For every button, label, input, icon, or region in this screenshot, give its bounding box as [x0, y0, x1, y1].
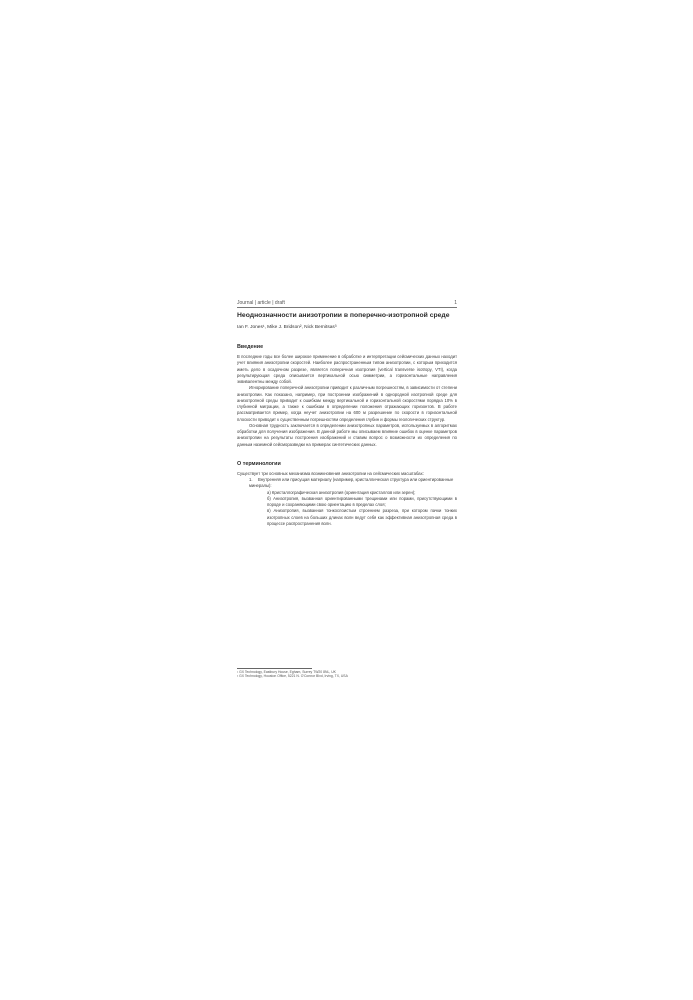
page-number: 1	[454, 300, 457, 306]
terminology-paragraph: Существует три основных механизма возникновения анизотропии на сейсмических масштабах:	[237, 470, 424, 476]
footnote-divider	[237, 668, 312, 669]
intro-paragraph-1: В последние годы все более широкое применение в обработке и интерпретации сейсмических данных находит учет влияния анизотропии скоростей. Наиболее распространенным типом анизотропии, с которым приходится иметь дело в осадочном разрезе, является поперечная изотропия (vertical transverse isotropy, VTI), когда результирующая среда описывается вертикальной осью симметрии, а горизонтальные направления эквивалентны между собой.	[237, 354, 457, 384]
footnotes	[237, 668, 457, 679]
paper-page	[237, 300, 457, 690]
list-subitem: б) Анизотропия, вызванная ориентированными трещинами или порами, присутствующими в породе и сохраняющими свою ориентацию в пределах слоя;	[267, 495, 457, 507]
author-list: Ian F. Jones¹, Mike J. Bridson², Nick Bernitsas³	[237, 325, 337, 330]
intro-heading: Введение	[237, 344, 264, 350]
list-subitem: а) Кристаллографическая анизотропия (ориентация кристаллов или зерен);	[267, 489, 416, 495]
mechanism-list	[249, 477, 457, 527]
list-subitem: в) Анизотропия, вызванная тонкослоистым строением разреза, при котором пачки тонких изотропных слоев на больших длинах волн ведут себя как эффективная анизотропная среда в процессе распространения волн.	[267, 508, 457, 526]
footnote-2: ² GX Technology, Houston Office, 5221 N. O'Connor Blvd, Irving, TX, USA	[237, 674, 348, 679]
running-header	[237, 300, 457, 308]
terminology-heading: О терминологии	[237, 460, 281, 467]
intro-paragraph-2: Игнорирование поперечной анизотропии приводит к различным погрешностям, в зависимости от степени анизотропии. Как показано, например, при построении изображений в однородной изотропной среде для анизотропной среды приводит к ошибкам между вертикальной и горизонтальной скоростями порядка 10% в глубинной миграции, а также к ошибкам в определении положения отражающих горизонтов. В работе рассматривается пример, когда неучет анизотропии на 600 м разрешение по скорости в горизонтальной плоскости приводит к существенным погрешностям определения глубин и формы геологических структур.	[237, 385, 457, 422]
footnote-1: ¹ GX Technology, Eastbury House, Egham, Surrey TW20 8NL, UK	[237, 670, 336, 674]
list-item: 1. Внутренняя или присущая материалу (например, кристаллическая структура или ориентированные минералы):	[249, 477, 454, 489]
list-item-1-text: Внутренняя или присущая материалу (например, кристаллическая структура или ориентированные минералы):	[249, 477, 454, 489]
running-title: Journal | article | draft	[237, 300, 285, 306]
paper-title: Неоднозначности анизотропии в поперечно-изотропной среде	[237, 312, 450, 319]
intro-paragraph-3: Основная трудность заключается в определении анизотропных параметров, используемых в алгоритмах обработки для получения изображения. В данной работе мы описываем влияние ошибок в оценке параметров анизотропии на результаты построения изображений и ставим вопрос о возможности их определения по данным наземной сейсморазведки на примерах синтетических данных.	[237, 422, 457, 447]
